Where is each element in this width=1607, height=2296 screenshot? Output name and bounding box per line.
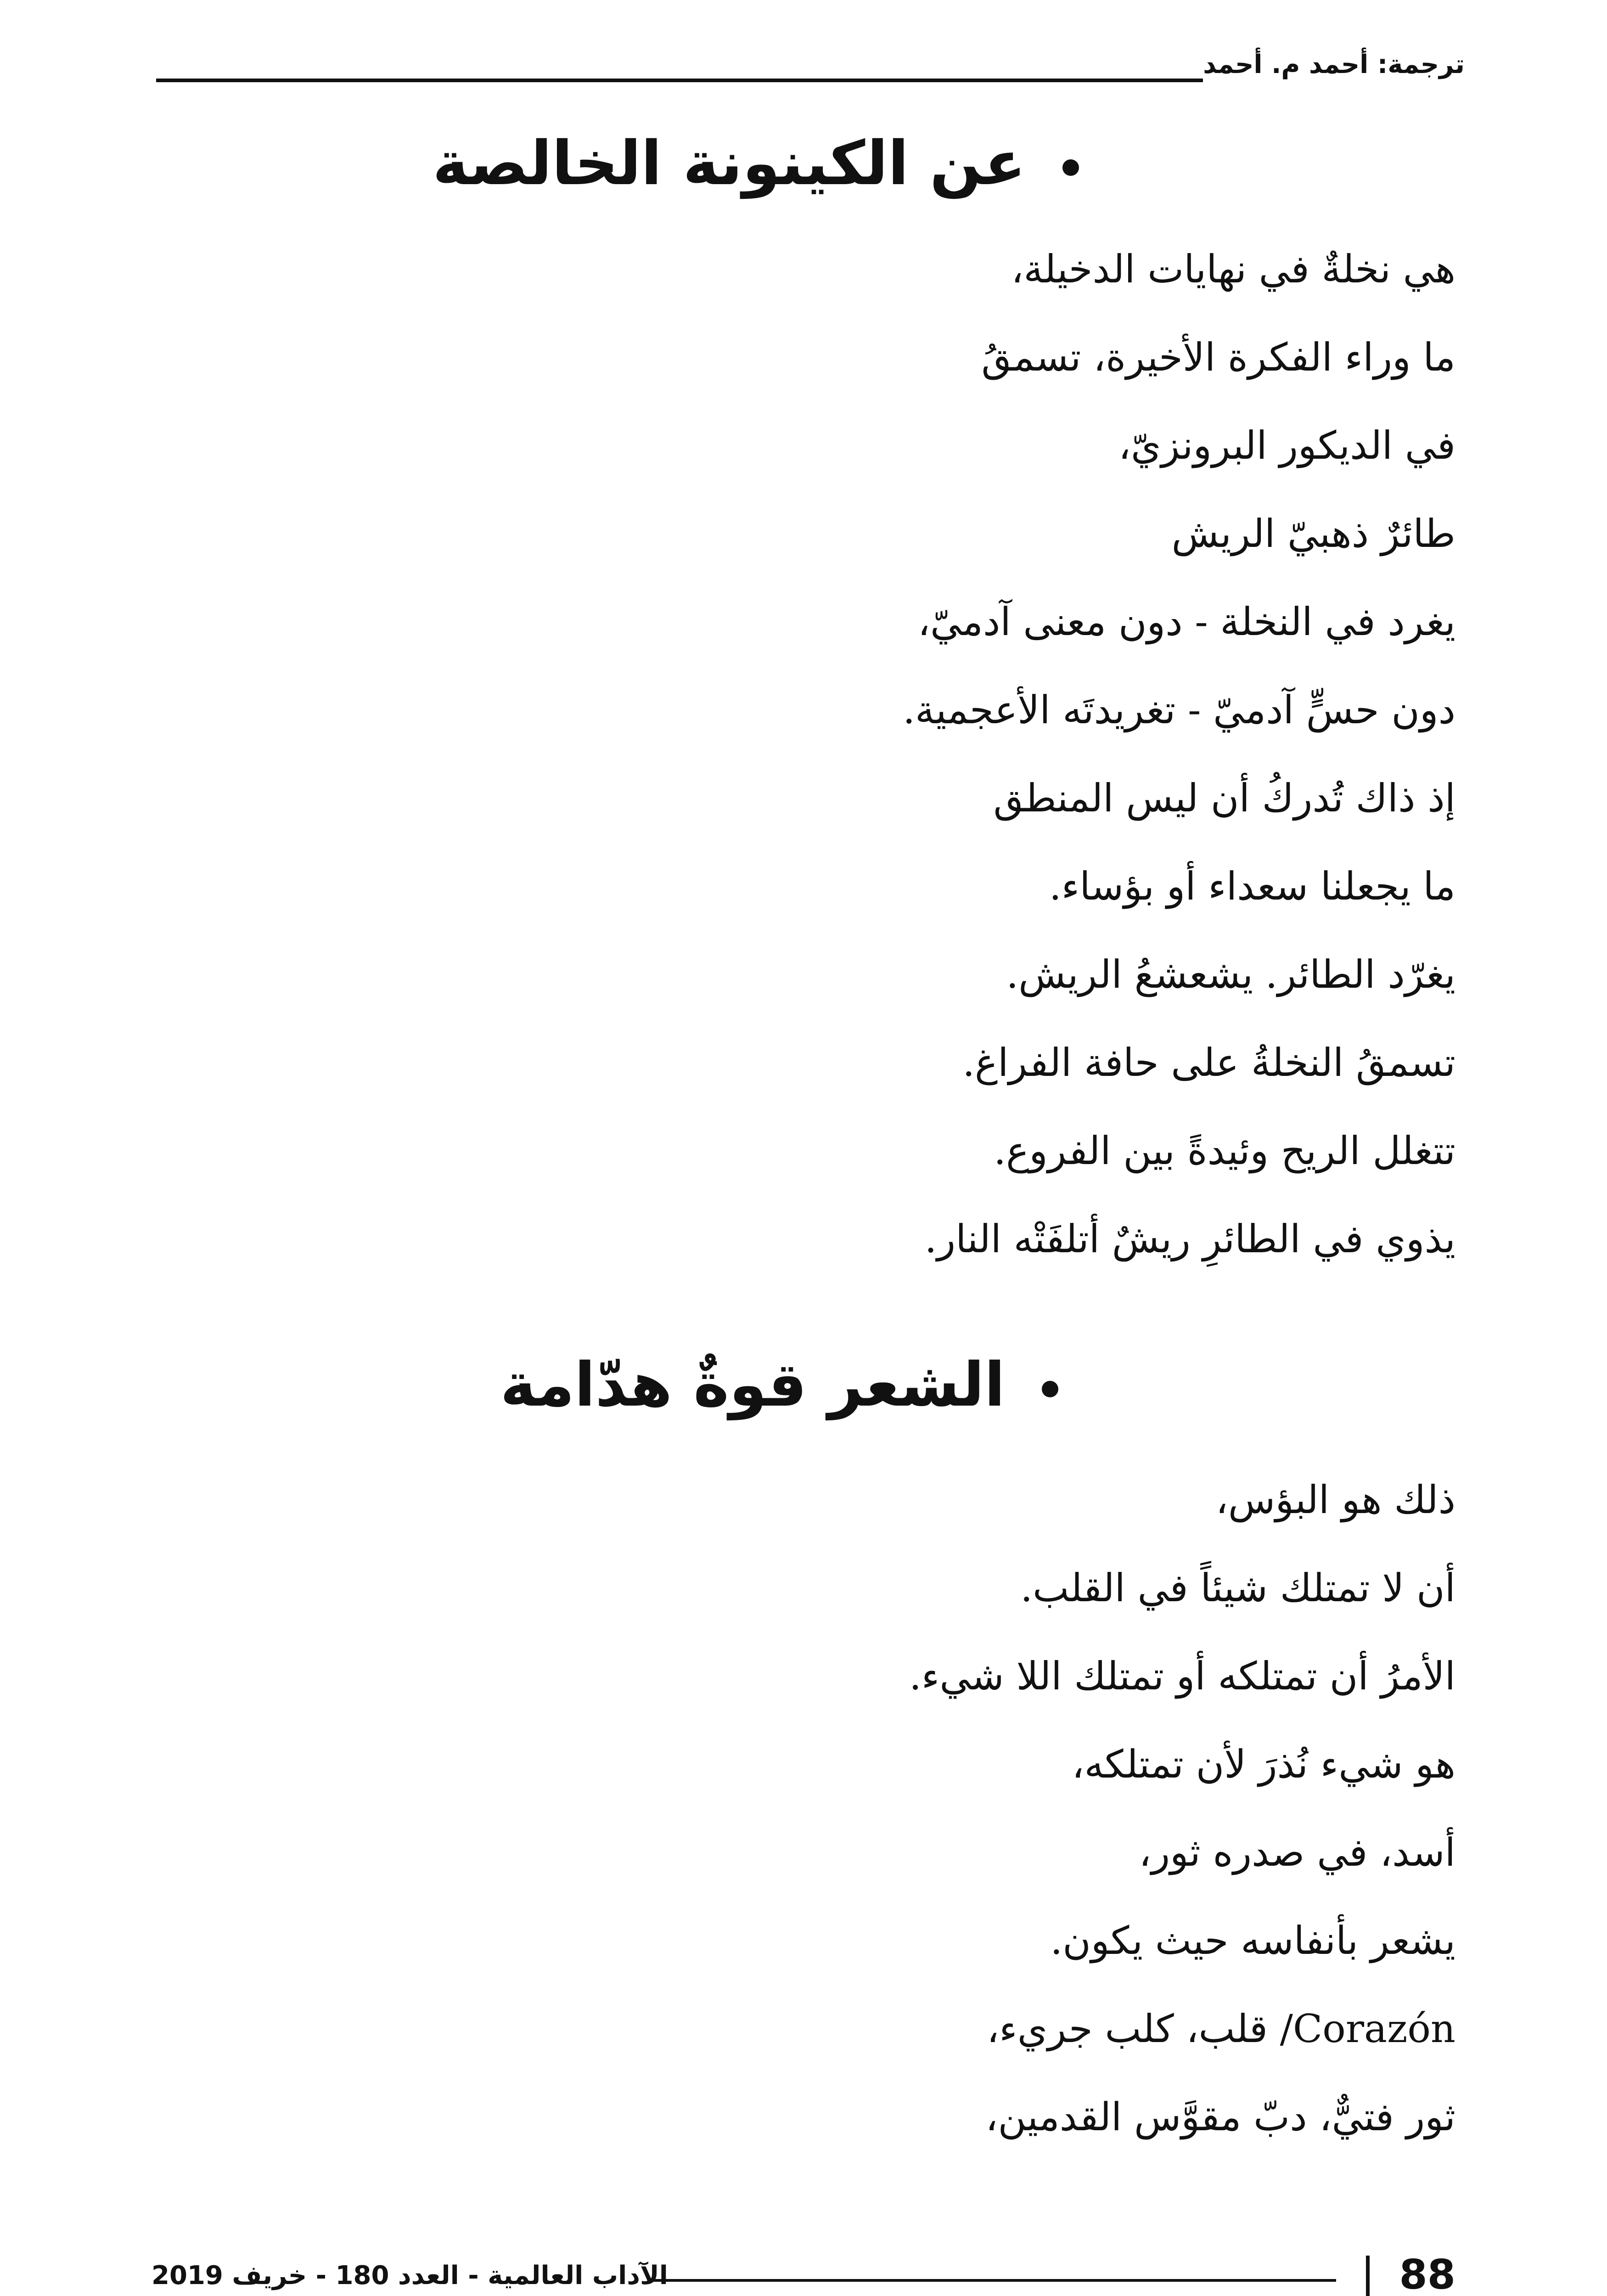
page-number: 88 — [1399, 2251, 1455, 2296]
poem-line: تتغلل الريح وئيدةً بين الفروع. — [994, 1128, 1455, 1173]
poem-line: يغرد في النخلة - دون معنى آدميّ، — [917, 599, 1455, 644]
poem-line: هو شيء نُذرَ لأن تمتلكه، — [1072, 1742, 1455, 1787]
poem-line: ثور فتيٌّ، دبّ مقوَّس القدمين، — [985, 2094, 1455, 2139]
poem-line: Corazón/ قلب، كلب جريء، — [987, 2006, 1455, 2051]
footer-separator — [1366, 2256, 1370, 2296]
section-title-text: الشعر قوةٌ هدّامة — [500, 1350, 1005, 1420]
footer-rule — [647, 2279, 1336, 2282]
section-title-1 — [433, 128, 1079, 199]
poem-line: يذوي في الطائرِ ريشٌ أتلفَتْه النار. — [924, 1216, 1455, 1261]
poem-line: طائرٌ ذهبيّ الريش — [1171, 511, 1455, 556]
poem-line: ذلك هو البؤس، — [1215, 1477, 1455, 1522]
poem-line: تسمقُ النخلةُ على حافة الفراغ. — [962, 1040, 1455, 1085]
header-rule — [156, 79, 1203, 82]
bullet-icon — [1062, 159, 1079, 176]
poem-stanza-1 — [903, 225, 1455, 1283]
poem-line: في الديكور البرونزيّ، — [1118, 423, 1455, 468]
poem-line: الأمرُ أن تمتلكه أو تمتلك اللا شيء. — [909, 1654, 1455, 1699]
journal-issue: الآداب العالمية - العدد 180 - خريف 2019 — [152, 2261, 668, 2290]
poem-line: دون حسٍّ آدميّ - تغريدتَه الأعجمية. — [903, 687, 1455, 732]
poem-line: أن لا تمتلك شيئاً في القلب. — [1020, 1565, 1455, 1610]
poem-line: ما يجعلنا سعداء أو بؤساء. — [1049, 864, 1455, 909]
poem-line: إذ ذاك تُدركُ أن ليس المنطق — [993, 776, 1455, 821]
poem-line: يشعر بأنفاسه حيث يكون. — [1050, 1918, 1455, 1963]
bullet-icon — [1042, 1381, 1058, 1397]
section-title-2 — [500, 1350, 1058, 1420]
section-title-text: عن الكينونة الخالصة — [433, 128, 1026, 199]
poem-line: هي نخلةٌ في نهايات الدخيلة، — [1011, 247, 1455, 292]
translator-credit: ترجمة: أحمد م. أحمد — [1203, 50, 1465, 79]
poem-line: ما وراء الفكرة الأخيرة، تسمقُ — [981, 335, 1455, 380]
poem-line: يغرّد الطائر. يشعشعُ الريش. — [1006, 952, 1455, 997]
poem-line: أسد، في صدره ثور، — [1139, 1830, 1455, 1875]
poem-stanza-2 — [909, 1456, 1455, 2161]
